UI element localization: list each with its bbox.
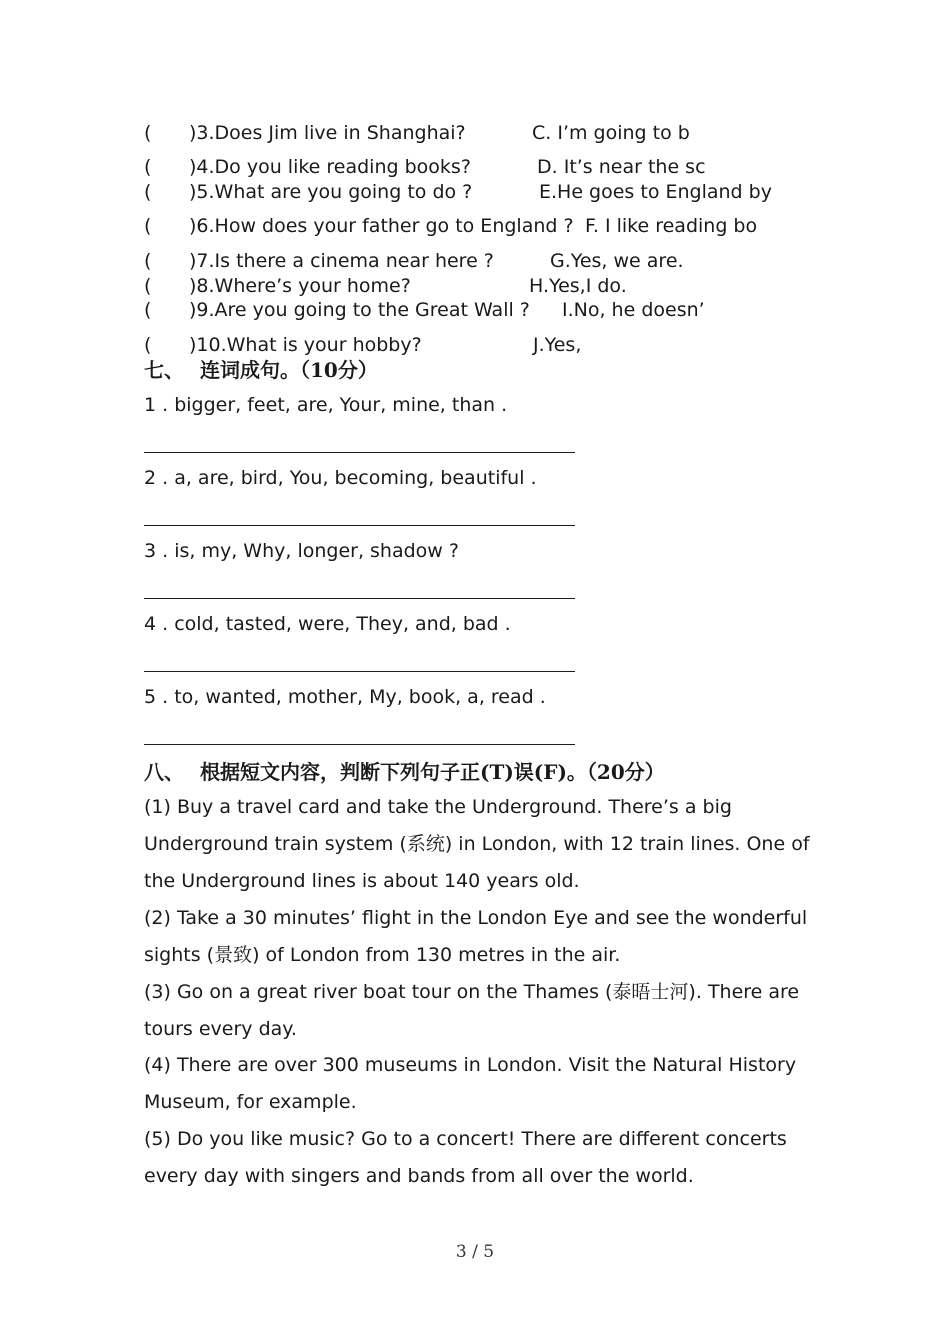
answer-bracket: (: [144, 215, 152, 237]
answer-line[interactable]: [144, 744, 575, 745]
question-text: )3.Does Jim live in Shanghai?: [189, 122, 466, 144]
section-title: 根据短文内容，判断下列句子正(T)误(F)。（20分）: [200, 760, 665, 784]
answer-option: F. I like reading bo: [585, 215, 758, 237]
question-text: )5.What are you going to do ?: [189, 181, 473, 203]
answer-bracket: (: [144, 334, 152, 356]
section-heading: [144, 759, 665, 785]
word-order-item: 2 . a, are, bird, You, becoming, beautiful .: [144, 467, 537, 489]
answer-bracket: (: [144, 156, 152, 178]
reading-paragraph: (1) Buy a travel card and take the Underground. There’s a big Underground train system (系统) in London, with 12 train lines. One of the Underground lines is about 140 years old.: [144, 796, 810, 892]
section-title: 连词成句。（10分）: [200, 358, 378, 382]
answer-line[interactable]: [144, 671, 575, 672]
reading-paragraph: (5) Do you like music? Go to a concert! There are different concerts every day with singers and bands from all over the world.: [144, 1128, 787, 1187]
question-text: )9.Are you going to the Great Wall ?: [189, 299, 530, 321]
section-number: 七、: [144, 358, 184, 382]
answer-option: E.He goes to England by: [539, 181, 772, 203]
answer-option: D. It’s near the sc: [537, 156, 706, 178]
answer-option: C. I’m going to b: [532, 122, 690, 144]
answer-option: H.Yes,I do.: [529, 275, 627, 297]
reading-paragraph: (2) Take a 30 minutes’ flight in the London Eye and see the wonderful sights (景致) of London from 130 metres in the air.: [144, 907, 808, 966]
word-order-item: 1 . bigger, feet, are, Your, mine, than .: [144, 394, 508, 416]
reading-paragraph: (3) Go on a great river boat tour on the Thames (泰晤士河). There are tours every day.: [144, 981, 800, 1040]
answer-option: I.No, he doesn’: [562, 299, 705, 321]
section-heading: [144, 357, 378, 383]
answer-bracket: (: [144, 299, 152, 321]
section-number: 八、: [144, 760, 184, 784]
question-text: )6.How does your father go to England ?: [189, 215, 574, 237]
answer-bracket: (: [144, 181, 152, 203]
answer-option: J.Yes,: [533, 334, 582, 356]
reading-paragraph: (4) There are over 300 museums in London. Visit the Natural History Museum, for example.: [144, 1054, 797, 1113]
answer-bracket: (: [144, 275, 152, 297]
question-text: )7.Is there a cinema near here ?: [189, 250, 494, 272]
question-text: )4.Do you like reading books?: [189, 156, 471, 178]
question-text: )10.What is your hobby?: [189, 334, 422, 356]
word-order-item: 3 . is, my, Why, longer, shadow ?: [144, 540, 459, 562]
answer-line[interactable]: [144, 452, 575, 453]
word-order-item: 4 . cold, tasted, were, They, and, bad .: [144, 613, 511, 635]
question-text: )8.Where’s your home?: [189, 275, 411, 297]
word-order-item: 5 . to, wanted, mother, My, book, a, read .: [144, 686, 546, 708]
answer-bracket: (: [144, 250, 152, 272]
answer-bracket: (: [144, 122, 152, 144]
answer-option: G.Yes, we are.: [550, 250, 684, 272]
answer-line[interactable]: [144, 525, 575, 526]
answer-line[interactable]: [144, 598, 575, 599]
page-number: 3 / 5: [455, 1242, 495, 1262]
